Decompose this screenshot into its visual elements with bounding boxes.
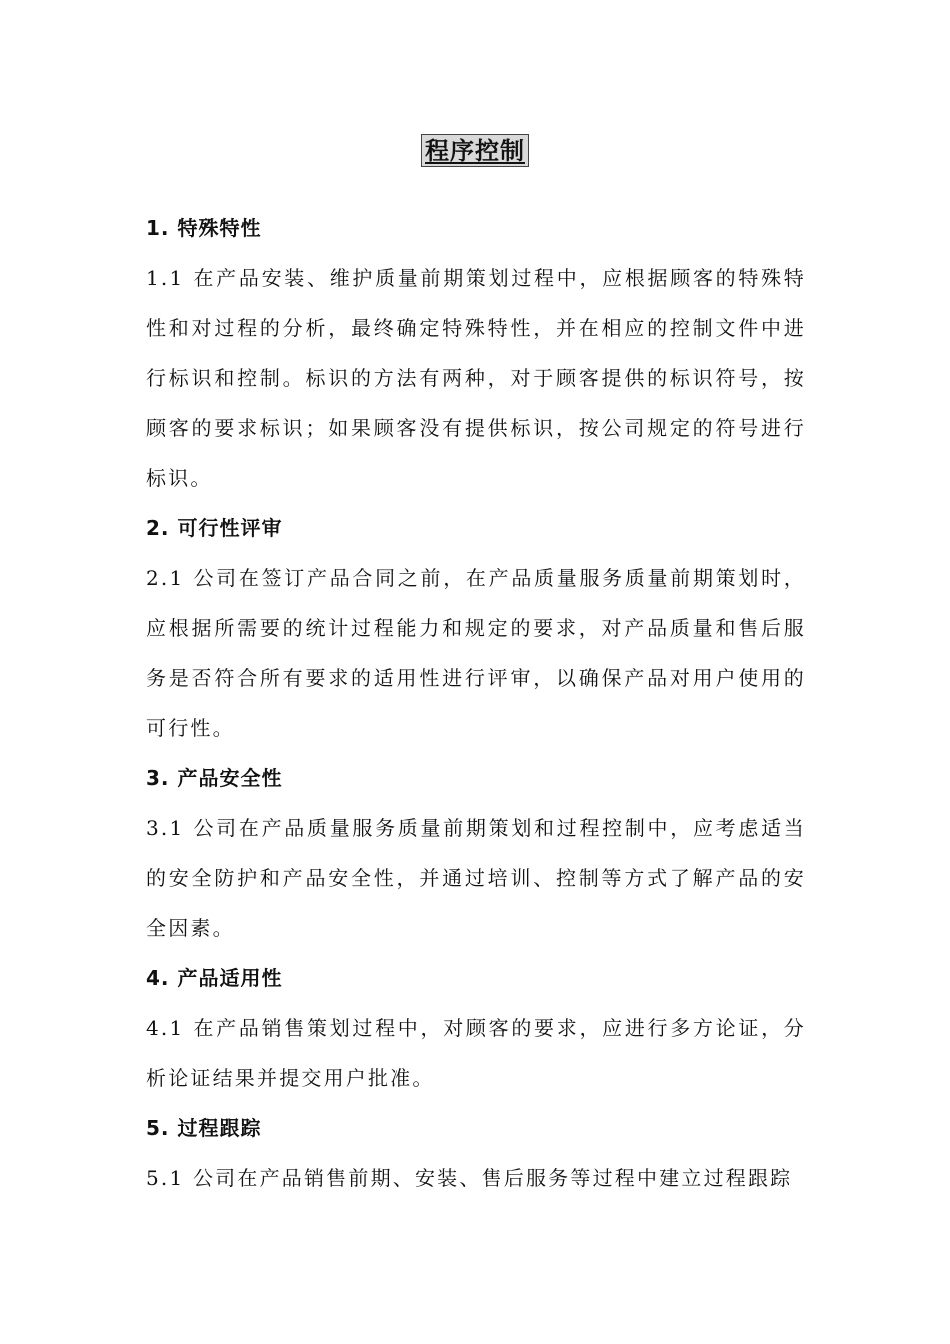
section-heading: 3. 产品安全性 (146, 766, 283, 790)
section-process-tracking (146, 1113, 806, 1203)
section-special-characteristics (146, 213, 806, 503)
section-paragraph: 5.1 公司在产品销售前期、安装、售后服务等过程中建立过程跟踪 (146, 1166, 793, 1190)
section-paragraph: 4.1 在产品销售策划过程中，对顾客的要求，应进行多方论证，分析论证结果并提交用户批准。 (146, 1016, 806, 1090)
section-product-applicability (146, 963, 806, 1103)
document-body (146, 213, 806, 1213)
section-paragraph: 2.1 公司在签订产品合同之前，在产品质量服务质量前期策划时，应根据所需要的统计过程能力和规定的要求，对产品质量和售后服务是否符合所有要求的适用性进行评审，以确保产品对用户使用的可行性。 (146, 566, 806, 740)
section-product-safety (146, 763, 806, 953)
section-heading: 4. 产品适用性 (146, 966, 283, 990)
section-heading: 5. 过程跟踪 (146, 1116, 262, 1140)
section-feasibility-review (146, 513, 806, 753)
section-paragraph: 3.1 公司在产品质量服务质量前期策划和过程控制中，应考虑适当的安全防护和产品安全性，并通过培训、控制等方式了解产品的安全因素。 (146, 816, 806, 940)
section-paragraph: 1.1 在产品安装、维护质量前期策划过程中，应根据顾客的特殊特性和对过程的分析，最终确定特殊特性，并在相应的控制文件中进行标识和控制。标识的方法有两种，对于顾客提供的标识符号，按顾客的要求标识；如果顾客没有提供标识，按公司规定的符号进行标识。 (146, 266, 806, 490)
title-container (0, 134, 950, 167)
section-heading: 1. 特殊特性 (146, 216, 262, 240)
page-title: 程序控制 (421, 134, 529, 167)
section-heading: 2. 可行性评审 (146, 516, 283, 540)
